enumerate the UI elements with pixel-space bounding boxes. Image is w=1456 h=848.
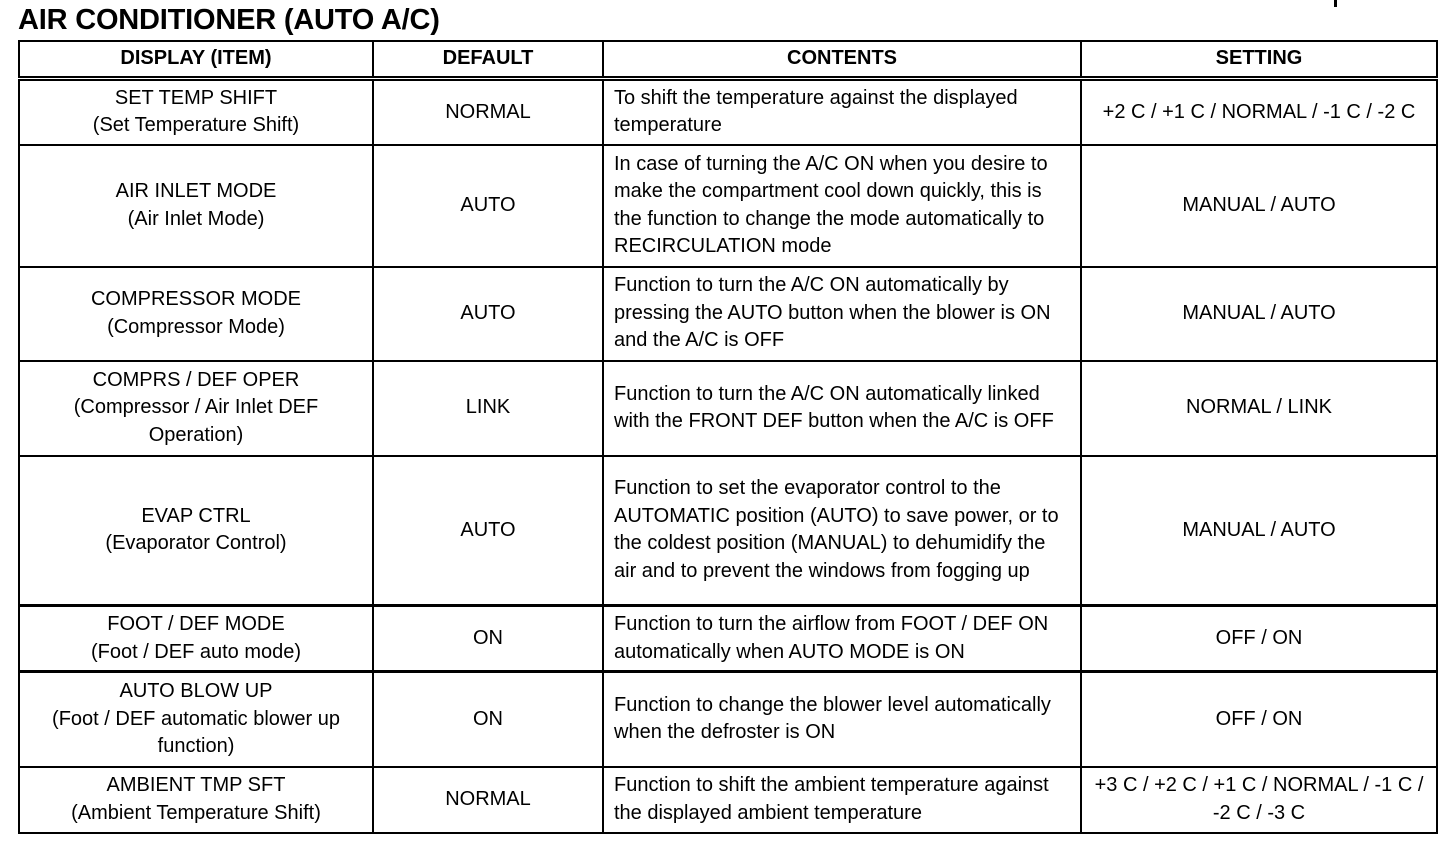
item-description: (Air Inlet Mode) <box>127 207 265 230</box>
table-row <box>19 672 1437 767</box>
default-cell: ON <box>373 606 603 672</box>
item-name: FOOT / DEF MODE <box>107 613 285 635</box>
item-description: (Set Temperature Shift) <box>92 114 300 137</box>
item-name: SET TEMP SHIFT <box>114 86 278 109</box>
item-description: (Compressor / Air Inlet DEF Operation) <box>73 396 319 446</box>
item-name: AMBIENT TMP SFT <box>106 774 286 796</box>
item-name: COMPRS / DEF OPER <box>92 368 300 391</box>
settings-table <box>18 40 1438 834</box>
table-row <box>19 267 1437 361</box>
header-contents: CONTENTS <box>603 41 1081 79</box>
item-description: (Evaporator Control) <box>105 532 287 555</box>
setting-cell: +2 C / +1 C / NORMAL / -1 C / -2 C <box>1081 79 1437 145</box>
default-cell: NORMAL <box>373 767 603 833</box>
contents-cell: To shift the temperature against the displayed temperature <box>603 79 1081 145</box>
header-setting: SETTING <box>1081 41 1437 79</box>
setting-cell: OFF / ON <box>1081 606 1437 672</box>
item-cell <box>19 79 373 145</box>
table-row <box>19 79 1437 145</box>
table-row <box>19 361 1437 456</box>
contents-cell: Function to shift the ambient temperature against the displayed ambient temperature <box>603 767 1081 833</box>
item-description: (Compressor Mode) <box>107 315 285 338</box>
item-name: COMPRESSOR MODE <box>90 288 302 310</box>
item-cell <box>19 456 373 606</box>
item-name: EVAP CTRL <box>141 504 251 527</box>
item-cell <box>19 267 373 361</box>
setting-cell: OFF / ON <box>1081 672 1437 767</box>
item-name: AUTO BLOW UP <box>119 680 273 702</box>
contents-cell: Function to turn the A/C ON automatically linked with the FRONT DEF button when the A/C is OFF <box>603 361 1081 456</box>
item-cell <box>19 145 373 267</box>
item-cell <box>19 606 373 672</box>
header-default: DEFAULT <box>373 41 603 79</box>
setting-cell: NORMAL / LINK <box>1081 361 1437 456</box>
corner-mark <box>1334 0 1337 7</box>
item-description: (Foot / DEF automatic blower up function) <box>52 707 340 757</box>
item-description: (Foot / DEF auto mode) <box>90 640 302 663</box>
item-description: (Ambient Temperature Shift) <box>71 801 321 824</box>
contents-cell: Function to turn the A/C ON automatically by pressing the AUTO button when the blower is ON and the A/C is OFF <box>603 267 1081 361</box>
default-cell: NORMAL <box>373 79 603 145</box>
contents-cell: Function to set the evaporator control to the AUTOMATIC position (AUTO) to save power, or to the coldest position (MANUAL) to dehumidify the air and to prevent the windows from fogging up <box>603 456 1081 606</box>
table-row <box>19 456 1437 606</box>
default-cell: ON <box>373 672 603 767</box>
header-item: DISPLAY (ITEM) <box>19 41 373 79</box>
item-cell <box>19 361 373 456</box>
setting-cell: MANUAL / AUTO <box>1081 145 1437 267</box>
setting-cell: +3 C / +2 C / +1 C / NORMAL / -1 C / -2 C / -3 C <box>1081 767 1437 833</box>
setting-cell: MANUAL / AUTO <box>1081 267 1437 361</box>
default-cell: AUTO <box>373 267 603 361</box>
page-title: AIR CONDITIONER (AUTO A/C) <box>18 4 440 36</box>
setting-cell: MANUAL / AUTO <box>1081 456 1437 606</box>
default-cell: AUTO <box>373 456 603 606</box>
contents-cell: In case of turning the A/C ON when you desire to make the compartment cool down quickly, this is the function to change the mode automatically to RECIRCULATION mode <box>603 145 1081 267</box>
contents-cell: Function to change the blower level automatically when the defroster is ON <box>603 672 1081 767</box>
table-header-row <box>19 41 1437 79</box>
contents-cell: Function to turn the airflow from FOOT / DEF ON automatically when AUTO MODE is ON <box>603 606 1081 672</box>
item-name: AIR INLET MODE <box>115 180 277 202</box>
item-cell <box>19 767 373 833</box>
table-row <box>19 606 1437 672</box>
table-row <box>19 145 1437 267</box>
default-cell: AUTO <box>373 145 603 267</box>
default-cell: LINK <box>373 361 603 456</box>
item-cell <box>19 672 373 767</box>
table-row <box>19 767 1437 833</box>
